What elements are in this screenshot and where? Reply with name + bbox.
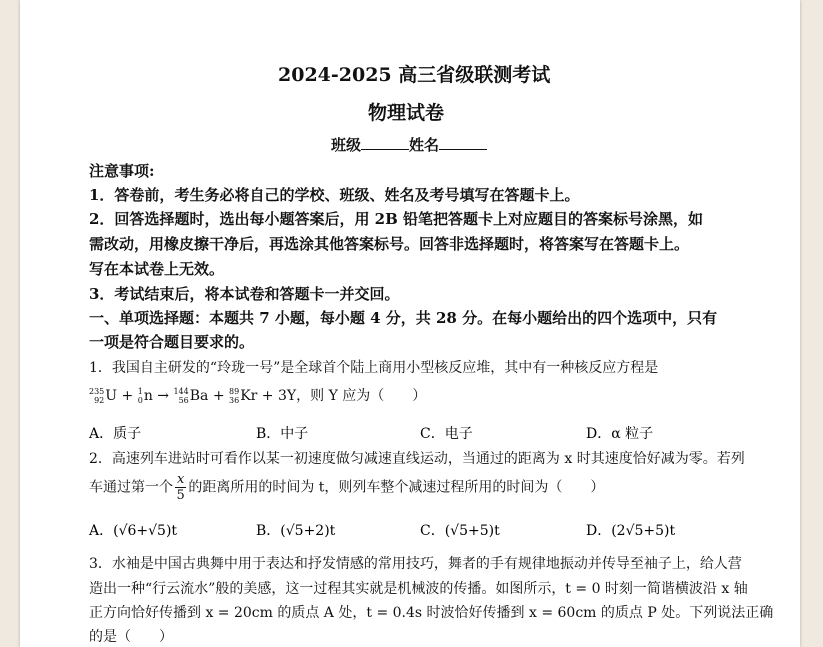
document-page — [20, 0, 800, 647]
q1-equation-tail: ，则 Y 应为（ ） — [296, 388, 427, 404]
left-margin — [0, 0, 20, 647]
q3-line-1: 3．水袖是中国古典舞中用于表达和抒发情感的常用技巧，舞者的手有规律地振动并传导至袖子上，给人营 — [89, 556, 742, 572]
q1-option-c: C．电子 — [420, 426, 473, 442]
class-blank — [361, 135, 409, 150]
name-label: 姓名 — [409, 136, 440, 154]
q2-line-2-post: 的距离所用的时间为 t，则列车整个减速过程所用的时间为（ ） — [188, 479, 605, 496]
section1-line-2: 一项是符合题目要求的。 — [89, 333, 255, 351]
q2-fraction — [175, 472, 186, 503]
q2-line-2-pre: 车通过第一个 — [89, 479, 173, 496]
name-blank — [439, 135, 487, 150]
q1-option-a: A．质子 — [89, 426, 142, 442]
notice-item-1: 1．答卷前，考生务必将自己的学校、班级、姓名及考号填写在答题卡上。 — [89, 186, 580, 204]
notice-item-3: 3．考试结束后，将本试卷和答题卡一并交回。 — [89, 285, 400, 303]
exam-subtitle: 物理试卷 — [368, 102, 445, 124]
notice-item-2-line-2: 需改动，用橡皮擦干净后，再选涂其他答案标号。回答非选择题时，将答案写在答题卡上。 — [89, 235, 690, 253]
notice-item-2-line-3: 写在本试卷上无效。 — [89, 260, 225, 278]
neutron-numbers: 1 0 — [137, 387, 143, 405]
q2-line-1: 2．高速列车进站时可看作以某一初速度做匀减速直线运动，当通过的距离为 x 时其速度恰好减为零。若列 — [89, 451, 745, 467]
q3-line-3: 正方向恰好传播到 x = 20cm 的质点 A 处，t = 0.4s 时波恰好传播到 x = 60cm 的质点 P 处。下列说法正确 — [89, 605, 774, 621]
u235-numbers: 235 92 — [89, 387, 105, 405]
q2-fraction-denominator: 5 — [176, 488, 185, 503]
exam-title: 2024-2025 高三省级联测考试 — [278, 64, 551, 86]
ba144-numbers: 144 56 — [173, 387, 189, 405]
q2-option-c: C．(√5+5)t — [420, 523, 500, 539]
right-margin — [800, 0, 823, 647]
q1-stem: 1．我国自主研发的“玲珑一号”是全球首个陆上商用小型核反应堆，其中有一种核反应方程是 — [89, 360, 659, 376]
q3-line-4: 的是（ ） — [89, 629, 173, 645]
section1-line-1: 一、单项选择题：本题共 7 小题，每小题 4 分，共 28 分。在每小题给出的四个选项中，只有 — [89, 309, 718, 327]
q1-equation: 235 92 U + 1 0 n → 144 56 Ba + 89 36 Kr + 3Y，则 Y 应为（ ） — [89, 387, 427, 405]
class-name-row — [331, 134, 487, 155]
class-label: 班级 — [331, 136, 362, 154]
q3-line-2: 造出一种“行云流水”般的美感，这一过程其实就是机械波的传播。如图所示，t = 0 时刻一简谐横波沿 x 轴 — [89, 581, 748, 597]
q2-option-d: D．(2√5+5)t — [586, 523, 676, 539]
q1-option-b: B．中子 — [256, 426, 309, 442]
q1-option-d: D．α 粒子 — [586, 426, 654, 442]
q2-option-a: A．(√6+√5)t — [89, 523, 178, 539]
notice-heading: 注意事项: — [89, 162, 155, 180]
notice-item-2-line-1: 2．回答选择题时，选出每小题答案后，用 2B 铅笔把答题卡上对应题目的答案标号涂黑，如 — [89, 210, 704, 228]
kr89-numbers: 89 36 — [229, 387, 240, 405]
q2-fraction-numerator: x — [177, 472, 185, 487]
q2-option-b: B．(√5+2)t — [256, 523, 336, 539]
q2-line-2 — [89, 472, 604, 503]
